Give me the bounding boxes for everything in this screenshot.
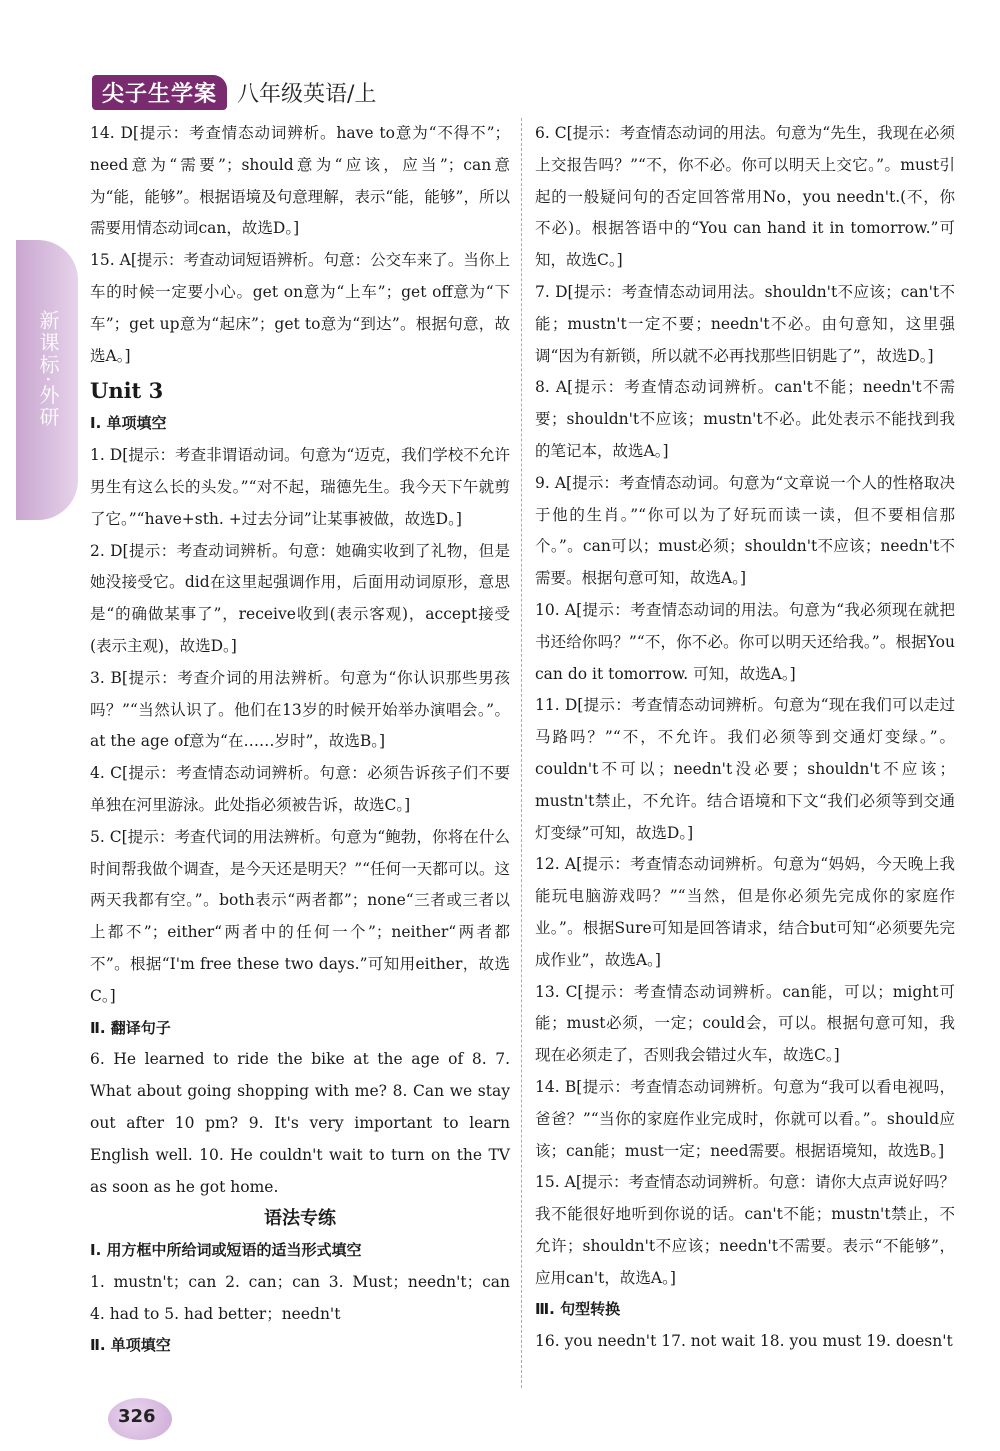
section-title: Ⅱ. 单项填空	[90, 1336, 171, 1355]
answer-item: 7. D[提示：考查情态动词用法。shouldn't不应该；can't不能；mustn't一定不要；needn't不必。由句意知，这里强调“因为有新锁，所以就不必再找那些旧钥匙了”，故选D。]	[535, 282, 955, 365]
answer-item: 14. D[提示：考查情态动词辨析。have to意为“不得不”；need意为“需要”；should意为“应该，应当”；can意为“能，能够”。根据语境及句意理解，表示“能，能够”，所以需要用情态动词can，故选D。]	[90, 124, 510, 238]
page-header	[92, 75, 376, 109]
brand-logo: 尖子生学案	[92, 75, 227, 110]
column-divider	[521, 118, 522, 1388]
sentence-transform-answers: 16. you needn't 17. not wait 18. you must 19. doesn't	[535, 1332, 953, 1351]
page-number: 326	[118, 1406, 156, 1427]
section-title: Ⅱ. 翻译句子	[90, 1018, 171, 1037]
answer-item: 15. A[提示：考查动词短语辨析。句意：公交车来了。当你上车的时候一定要小心。get on意为“上车”；get off意为“下车”；get up意为“起床”；get to意为“到达”。根据句意，故选A。]	[90, 251, 510, 365]
right-column	[535, 118, 955, 1358]
answer-item: 3. B[提示：考查介词的用法辨析。句意为“你认识那些男孩吗？”“当然认识了。他们在13岁的时候开始举办演唱会。”。at the age of意为“在……岁时”，故选B。]	[90, 668, 510, 751]
answer-item: 1. D[提示：考查非谓语动词。句意为“迈克，我们学校不允许男生有这么长的头发。”“对不起，瑞德先生。我今天下午就剪了它。”“have+sth. +过去分词”让某事被做，故选D。]	[90, 446, 510, 528]
answer-item: 13. C[提示：考查情态动词辨析。can能，可以；might可能；must必须，一定；could会，可以。根据句意可知，我现在必须走了，否则我会错过火车，故选C。]	[535, 982, 955, 1065]
answer-item: 5. C[提示：考查代词的用法辨析。句意为“鲍勃，你将在什么时间帮我做个调查，是今天还是明天？”“任何一天都可以。这两天我都有空。”。both表示“两者都”；none“三者或三者以上都不”；either“两者中的任何一个”；neither“两者都不”。根据“I'm free these two days.”可知用either，故选C。]	[90, 827, 510, 1005]
left-column	[90, 118, 510, 1362]
unit-title: Unit 3	[90, 378, 164, 404]
grammar-answers: 1. mustn't；can 2. can；can 3. Must；needn't；can 4. had to 5. had better；needn't	[90, 1272, 510, 1323]
answer-item: 15. A[提示：考查情态动词辨析。句意：请你大点声说好吗？我不能很好地听到你说的话。can't不能；mustn't禁止，不允许；shouldn't不应该；needn't不需要。表示“不能够”，应用can't，故选A。]	[535, 1173, 955, 1287]
answer-item: 11. D[提示：考查情态动词辨析。句意为“现在我们可以走过马路吗？”“不，不允许。我们必须等到交通灯变绿。”。couldn't不可以；needn't没必要；shouldn't不应该；mustn't禁止，不允许。结合语境和下文“我们必须等到交通灯变绿”可知，故选D。]	[535, 696, 955, 842]
section-title: Ⅲ. 句型转换	[535, 1300, 621, 1319]
grammar-title: 语法专练	[264, 1208, 336, 1230]
answer-item: 2. D[提示：考查动词辨析。句意：她确实收到了礼物，但是她没接受它。did在这里起强调作用，后面用动词原形，意思是“的确做某事了”，receive收到(表示客观)，accept接受(表示主观)，故选D。]	[90, 541, 510, 655]
answer-item: 4. C[提示：考查情态动词辨析。句意：必须告诉孩子们不要单独在河里游泳。此处指必须被告诉，故选C。]	[90, 764, 510, 814]
section-title: Ⅰ. 用方框中所给词或短语的适当形式填空	[90, 1241, 362, 1260]
section-title: Ⅰ. 单项填空	[90, 414, 167, 433]
answer-item: 14. B[提示：考查情态动词辨析。句意为“我可以看电视吗，爸爸？”“当你的家庭作业完成时，你就可以看。”。should应该；can能；must一定；need需要。根据语境知，故选B。]	[535, 1077, 955, 1160]
answer-item: 12. A[提示：考查情态动词辨析。句意为“妈妈，今天晚上我能玩电脑游戏吗？”“当然，但是你必须先完成你的家庭作业。”。根据Sure可知是回答请求，结合but可知“必须要先完成作业”，故选A。]	[535, 855, 955, 969]
answer-item: 8. A[提示：考查情态动词辨析。can't不能；needn't不需要；shouldn't不应该；mustn't不必。此处表示不能找到我的笔记本，故选A。]	[535, 378, 955, 460]
answer-item: 10. A[提示：考查情态动词的用法。句意为“我必须现在就把书还给你吗？”“不，你不必。你可以明天还给我。”。根据You can do it tomorrow. 可知，故选A。]	[535, 600, 955, 683]
answer-item: 9. A[提示：考查情态动词。句意为“文章说一个人的性格取决于他的生肖。”“你可以为了好玩而读一读，但不要相信那个。”。can可以；must必须；shouldn't不应该；needn't不需要。根据句意可知，故选A。]	[535, 473, 955, 588]
header-subtitle: 八年级英语/上	[237, 81, 377, 107]
translation-answers: 6. He learned to ride the bike at the age of 8. 7. What about going shopping with me? 8. Can we stay out after 10 pm? 9. It's very important to learn English well. 10. He couldn't wait to turn on the TV as soon as he got home.	[90, 1050, 510, 1196]
answer-item: 6. C[提示：考查情态动词的用法。句意为“先生，我现在必须上交报告吗？”“不，你不必。你可以明天上交它。”。must引起的一般疑问句的否定回答常用No，you needn't.(不，你不必)。根据答语中的“You can hand it in tomorrow.”可知，故选C。]	[535, 124, 955, 270]
side-tab-label: 新课标·外研	[36, 310, 60, 429]
